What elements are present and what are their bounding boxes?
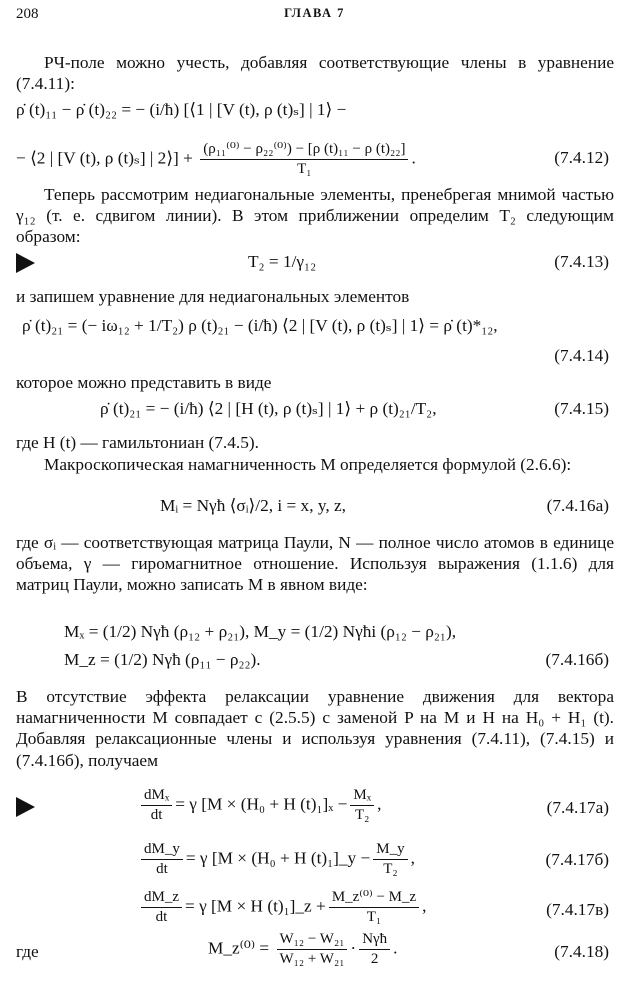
- equation-7-4-17a: $\frac{\text{dMₓ}}{dt}$ = γ [M × (H₀ + H (t)₁]ₓ − $\frac{\text{Mₓ}}{\text{T₂}}$ ,: [138, 786, 381, 825]
- equation-7-4-12-line2: − ⟨2 | [V (t), ρ (t)ₛ] | 2⟩] + $\frac{\text{(ρ₁₁⁽⁰⁾ − ρ₂₂⁽⁰⁾) − [ρ (t)₁₁ − ρ (t)₂₂]}}{\text{T₁}}$ .: [16, 141, 416, 177]
- paragraph: РЧ-поле можно учесть, добавляя соответствующие члены в уравнение (7.4.11):: [16, 53, 614, 94]
- paragraph: Макроскопическая намагниченность M определяется формулой (2.6.6):: [44, 455, 572, 474]
- equation-number: (7.4.15): [554, 399, 609, 418]
- key-equation-arrow-icon: [16, 797, 35, 817]
- equation-number: (7.4.17в): [546, 900, 609, 919]
- paragraph: Теперь рассмотрим недиагональные элементы, пренебрегая мнимой частью γ₁₂ (т. е. сдвигом линии). В этом приближении определим T₂ следующим образом:: [16, 185, 614, 247]
- where-label: где: [16, 942, 39, 961]
- fraction: $\frac{\text{(ρ₁₁⁽⁰⁾ − ρ₂₂⁽⁰⁾) − [ρ (t)₁₁ − ρ (t)₂₂]}}{\text{T₁}}$: [200, 140, 408, 179]
- equation-number: (7.4.17a): [546, 798, 609, 817]
- equation-number: (7.4.14): [554, 346, 609, 365]
- equation-7-4-16a: Mᵢ = Nγħ ⟨σᵢ⟩/2, i = x, y, z,: [160, 496, 346, 515]
- equation-7-4-16b-line1: Mₓ = (1/2) Nγħ (ρ₁₂ + ρ₂₁), M_y = (1/2) Nγħi (ρ₁₂ − ρ₂₁),: [64, 622, 457, 641]
- equation-7-4-17v: $\frac{dM\_z}{dt}$ = γ [M × H (t)₁]_z + $\frac{\text{M\_z⁽⁰⁾ − M\_z}}{\text{T₁}}$ ,: [138, 888, 426, 927]
- equation-number: (7.4.16б): [545, 650, 609, 669]
- equation-7-4-18: M_z⁽⁰⁾ = $\frac{\text{W₁₂ − W₂₁}}{\text{W₁₂ + W₂₁}}$ · $\frac{\text{Nγħ}}{2}$ .: [208, 931, 398, 967]
- page-number: 208: [16, 6, 39, 22]
- equation-number: (7.4.13): [554, 252, 609, 271]
- equation-7-4-16b-line2: M_z = (1/2) Nγħ (ρ₁₁ − ρ₂₂).: [64, 650, 261, 669]
- running-header: ГЛАВА 7: [284, 6, 345, 20]
- equation-7-4-13: T₂ = 1/γ₁₂: [248, 252, 317, 271]
- key-equation-arrow-icon: [16, 253, 35, 273]
- equation-number: (7.4.18): [554, 942, 609, 961]
- equation-number: (7.4.16a): [546, 496, 609, 515]
- equation-number: (7.4.12): [554, 148, 609, 167]
- equation-7-4-17b: $\frac{dM\_y}{dt}$ = γ [M × (H₀ + H (t)₁]_y − $\frac{M\_y}{\text{T₂}}$ ,: [138, 840, 415, 879]
- paragraph: где σᵢ — соответствующая матрица Паули, N — полное число атомов в единице объема, γ — гиромагнитное отношение. Используя выражения (1.1.6) для матриц Паули, можно записать M в явном виде:: [16, 533, 614, 595]
- equation-7-4-12-line1: ρ̇ (t)₁₁ − ρ̇ (t)₂₂ = − (i/ħ) [⟨1 | [V (t), ρ (t)ₛ] | 1⟩ −: [16, 100, 347, 119]
- paragraph: и запишем уравнение для недиагональных элементов: [16, 287, 410, 306]
- paragraph: которое можно представить в виде: [16, 373, 272, 392]
- paragraph: где H (t) — гамильтониан (7.4.5).: [16, 433, 259, 452]
- equation-number: (7.4.17б): [545, 850, 609, 869]
- equation-7-4-14: ρ̇ (t)₂₁ = (− iω₁₂ + 1/T₂) ρ (t)₂₁ − (i/ħ) ⟨2 | [V (t), ρ (t)ₛ] | 1⟩ = ρ̇ (t)*₁₂,: [22, 316, 498, 335]
- equation-7-4-15: ρ̇ (t)₂₁ = − (i/ħ) ⟨2 | [H (t), ρ (t)ₛ] | 1⟩ + ρ (t)₂₁/T₂,: [100, 399, 437, 418]
- paragraph: В отсутствие эффекта релаксации уравнение движения для вектора намагниченности M совпадает с (2.5.5) с заменой P на M и H на H₀ + H₁ (t). Добавляя релаксационные члены и используя уравнения (7.4.11), (7.4.15) и (7.4.16б), получаем: [16, 687, 614, 770]
